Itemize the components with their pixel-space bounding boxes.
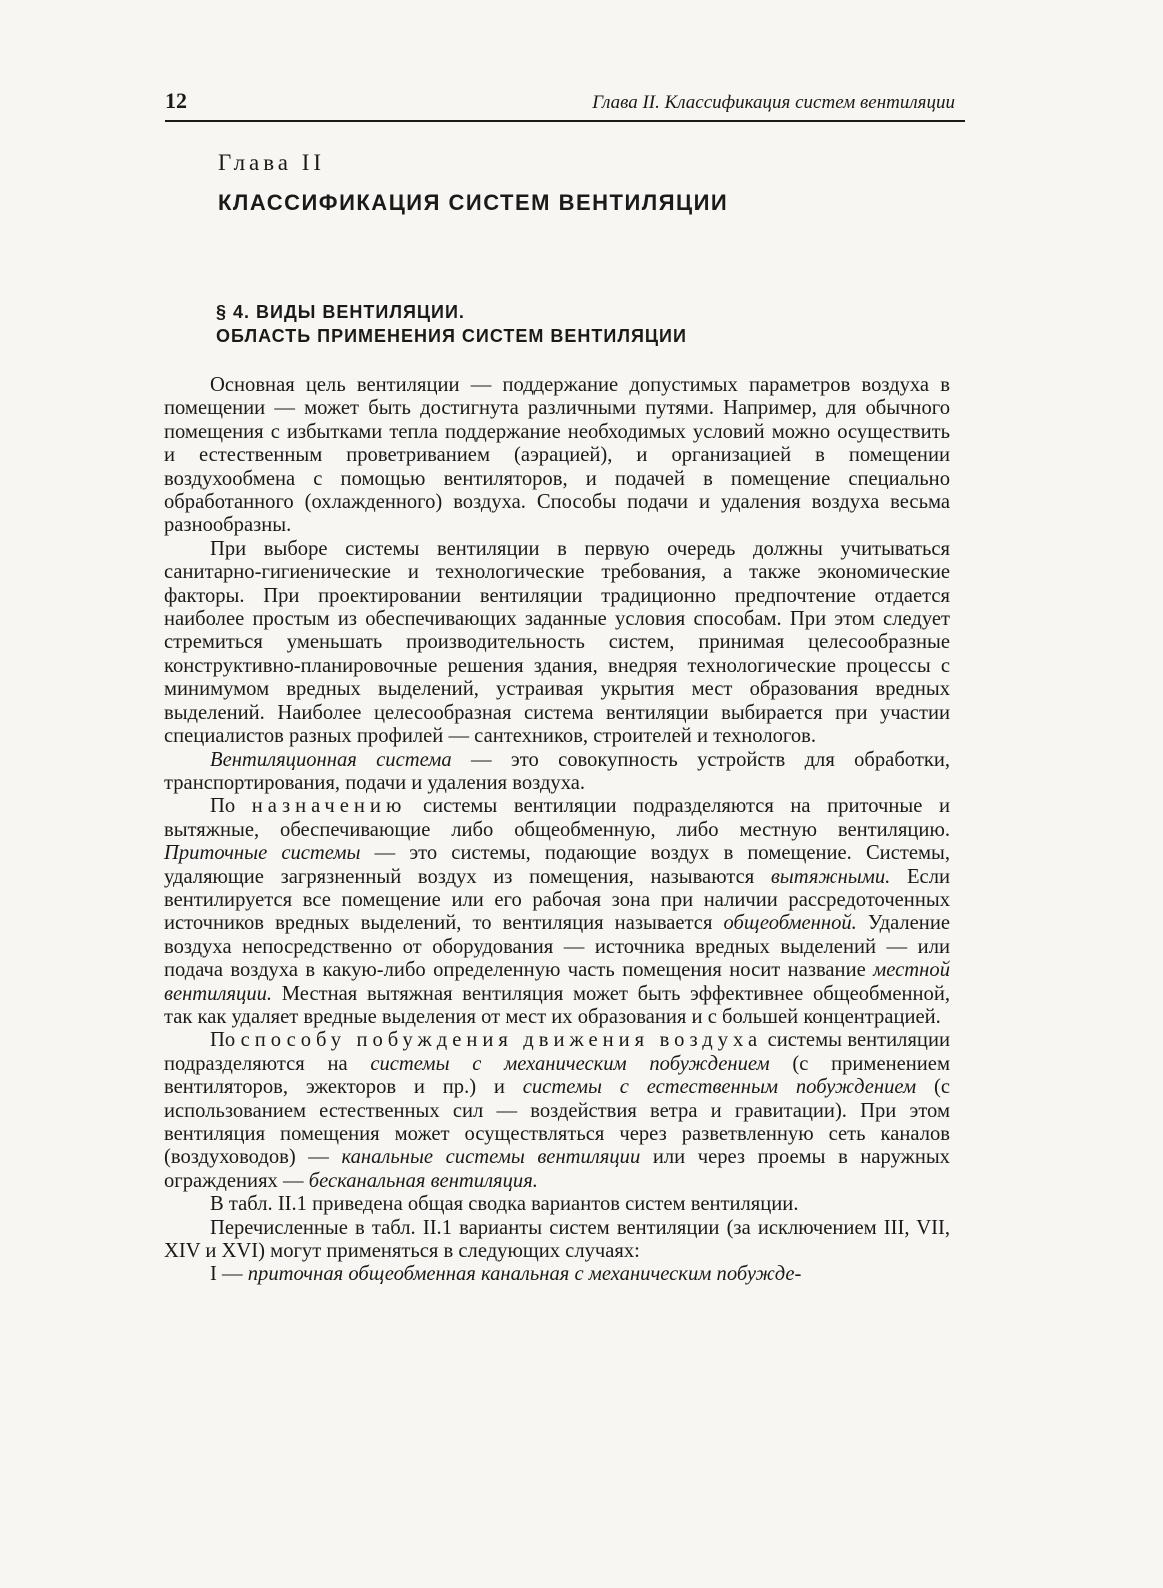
paragraph-6: В табл. II.1 приведена общая сводка вариантов систем вентиляции.	[210, 1193, 799, 1216]
paragraph-7: Перечисленные в табл. II.1 варианты систем вентиляции (за исключением III, VII, XIV и XVI) могут применяться в следующих случаях:	[164, 1216, 950, 1263]
paragraph-3: Вентиляционная система — это совокупность устройств для обработки, транспортирования, подачи и удаления воздуха.	[164, 748, 950, 794]
running-title: Глава II. Классификация систем вентиляции	[592, 92, 955, 113]
spaced-term-induction: способу побуждения движения воздуха	[240, 1029, 763, 1052]
term-exhaust: вытяжными.	[770, 865, 891, 888]
page-number: 12	[165, 88, 187, 113]
paragraph-2: При выборе системы вентиляции в первую очередь должны учитываться санитарно-гигиенические и технологические требования, а также экономические факторы. При проектировании вентиляции традиционно предпочтение отдается наиболее простым из обеспечивающих заданные условия способам. При этом следует стремиться уменьшать производительность систем, принимая целесообразные конструктивно-планировочные решения здания, внедряя технологические процессы с минимумом вредных выделений, устраивая укрытия мест образования вредных выделений. Наиболее целесообразная система вентиляции выбирается при участии специалистов разных профилей — сантехников, строителей и технологов.	[164, 537, 950, 748]
running-header	[165, 88, 965, 122]
chapter-title: КЛАССИФИКАЦИЯ СИСТЕМ ВЕНТИЛЯЦИИ	[218, 190, 729, 215]
paragraph-5: По способу побуждения движения воздуха системы вентиляции подразделяются на системы с механическим побуждением (с применением вентиляторов, эжекторов и пр.) и системы с естественным побуждением (с использованием естественных сил — воздействия ветра и гравитации). При этом вентиляция помещения может осуществляться через разветвленную сеть каналов (воздуховодов) — канальные системы вентиляции или через проемы в наружных ограждениях — бесканальная вентиляция.	[164, 1029, 950, 1192]
section-title-line2: ОБЛАСТЬ ПРИМЕНЕНИЯ СИСТЕМ ВЕНТИЛЯЦИИ	[216, 326, 687, 346]
chapter-label: Глава II	[218, 150, 326, 175]
section-title	[216, 300, 687, 348]
body-text	[164, 374, 950, 1287]
term-ventilation-system: Вентиляционная система	[210, 748, 452, 771]
term-natural: системы с естественным побуждением	[522, 1076, 917, 1099]
term-ducted: канальные системы вентиляции	[341, 1146, 641, 1169]
paragraph-4: По назначению системы вентиляции подразделяются на приточные и вытяжные, обеспечивающие либо общеобменную, либо местную вентиляцию. Приточные системы — это системы, подающие воздух в помещение. Системы, удаляющие загрязненный воздух из помещения, называются вытяжными. Если вентилируется все помещение или его рабочая зона при наличии рассредоточенных источников вредных выделений, то вентиляция называется общеобменной. Удаление воздуха непосредственно от оборудования — источника вредных выделений — или подача воздуха в какую-либо определенную часть помещения носит название местной вентиляции. Местная вытяжная вентиляция может быть эффективнее общеобменной, так как удаляет вредные выделения от мест их образования и с большей концентрацией.	[164, 795, 950, 1028]
term-general-exchange: общеобменной.	[723, 912, 857, 935]
section-title-line1: § 4. ВИДЫ ВЕНТИЛЯЦИИ.	[216, 302, 465, 322]
term-mechanical: системы с механическим побуждением	[370, 1052, 770, 1075]
paragraph-1: Основная цель вентиляции — поддержание допустимых параметров воздуха в помещении — может быть достигнута различными путями. Например, для обычного помещения с избытками тепла поддержание необходимых условий можно осуществить и естественным проветриванием (аэрацией), и организацией в помещении воздухообмена с помощью вентиляторов, и подачей в помещение специально обработанного (охлажденного) воздуха. Способы подачи и удаления воздуха весьма разнообразны.	[164, 374, 950, 537]
spaced-term-purpose: назначению	[251, 795, 407, 818]
term-supply-systems: Приточные системы	[164, 842, 361, 865]
term-ductless: бесканальная вентиляция.	[308, 1169, 538, 1192]
term-variant-1: приточная общеобменная канальная с механическим побужде-	[247, 1263, 802, 1286]
paragraph-8: I — приточная общеобменная канальная с механическим побужде-	[210, 1263, 802, 1286]
term-local-ventilation: местной вентиляции.	[164, 959, 950, 1005]
